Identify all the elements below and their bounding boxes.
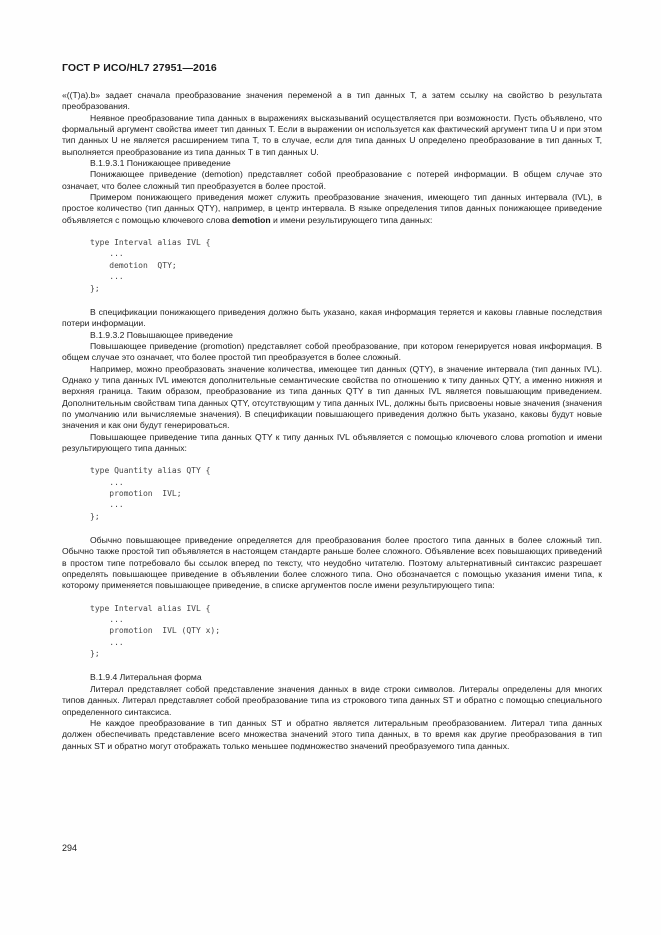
paragraph-text: Примером понижающего приведения может служить преобразование значения, имеющего тип данных интервала (IVL), в простое количество (тип данных QTY), например, в центр интервала. В языке определения типов данных понижающее приведение объявляется с помощью ключевого слова xyxy=(62,192,602,225)
code-line: type Interval alias IVL { xyxy=(90,238,211,248)
code-line: ... xyxy=(90,615,124,625)
code-line: promotion IVL; xyxy=(90,489,182,498)
document-header: ГОСТ Р ИСО/HL7 27951—2016 xyxy=(62,62,217,74)
code-line: }; xyxy=(90,511,100,521)
paragraph-text: и имени результирующего типа данных: xyxy=(270,214,433,225)
section-heading: B.1.9.3.2 Повышающее приведение xyxy=(90,329,233,340)
paragraph: В спецификации понижающего приведения должно быть указано, какая информация теряется и каковы главные последствия потери информации. xyxy=(62,306,602,329)
paragraph: Неявное преобразование типа данных в выражениях высказываний осуществляется при возможности. Пусть объявлено, что формальный аргумент свойства имеет тип данных T. Если в выражении он используется как фактический аргумент типа U и при этом тип данных U не является расширением типа T, то в случае, если для типа данных U определено преобразование в тип данных T, выполняется преобразование из типа данных T в тип данных U. xyxy=(62,112,602,157)
paragraph: Понижающее приведение (demotion) представляет собой преобразование с потерей информации. В общем случае это означает, что более сложный тип преобразуется в более простой. xyxy=(62,169,602,191)
section-heading: B.1.9.4 Литеральная форма xyxy=(90,672,202,683)
code-line: promotion IVL (QTY x); xyxy=(90,626,221,636)
paragraph: Обычно повышающее приведение определяется для преобразования более простого типа данных в более сложный тип. Обычно также простой тип объявляется в настоящем стандарте раньше более сложного. Объявление всех повышающих приведений в простом типе потребовало бы ссылок вперед по тексту, что неудобно читателю. Поэтому альтернативный синтаксис разрешает определять повышающее приведение в объявлении более сложного типа. Оно обозначается с помощью указания имени типа, к которому применяется повышающее приведение, в списке аргументов после имени результирующего типа: xyxy=(62,535,602,591)
paragraph: Не каждое преобразование в тип данных ST и обратно является литеральным преобразованием. Литерал типа данных должен обеспечивать представление всего множества значений этого типа данных, в то время как другие преобразования в тип данных ST и обратно могут отображать только меньшее подмножество значений преобразуемого типа данных. xyxy=(62,717,602,751)
section-heading: B.1.9.3.1 Понижающее приведение xyxy=(90,158,231,169)
code-line: ... xyxy=(90,500,124,510)
code-line: }; xyxy=(90,283,100,293)
code-line: ... xyxy=(90,249,124,259)
paragraph: Например, можно преобразовать значение количества, имеющее тип данных (QTY), в значение интервала (тип данных IVL). Однако у типа данных IVL имеются дополнительные семантические свойства по отношению к типу данных QTY, а именно нижняя и верхняя граница. Таким образом, преобразование из типа данных QTY в тип данных IVL является повышающим приведением. Дополнительным свойствам типа данных QTY, отсутствующим у типа данных IVL, должны быть присвоены новые значения (значения по умолчанию или вычисляемые значения). В спецификации повышающего приведения должно быть указано, каковы будут новые значения и как они будут генерироваться. xyxy=(62,363,602,431)
code-block xyxy=(62,465,602,522)
paragraph: Литерал представляет собой представление значения данных в виде строки символов. Литералы определены для многих типов данных. Литерал представляет собой преобразование типа из строкового типа данных ST и обратно с помощью специального определенного синтаксиса. xyxy=(62,683,602,717)
paragraph: Повышающее приведение (promotion) представляет собой преобразование, при котором генерируется новая информация. В общем случае это означает, что более простой тип преобразуется в более сложный. xyxy=(62,340,602,363)
document-body xyxy=(62,90,602,752)
page-number: 294 xyxy=(62,843,78,853)
code-line: ... xyxy=(90,272,124,282)
code-line: ... xyxy=(90,477,124,487)
paragraph: Повышающее приведение типа данных QTY к типу данных IVL объявляется с помощью ключевого слова promotion и имени результирующего типа данных: xyxy=(62,431,602,453)
code-line: }; xyxy=(90,649,100,659)
code-line: demotion QTY; xyxy=(90,260,177,270)
paragraph xyxy=(62,192,602,226)
code-block xyxy=(62,237,602,294)
code-line: ... xyxy=(90,637,124,647)
paragraph: «((T)a).b» задает сначала преобразование значения переменой a в тип данных T, а затем ссылку на свойство b результата преобразования. xyxy=(62,90,602,112)
keyword: demotion xyxy=(231,214,271,225)
code-block xyxy=(62,603,602,660)
code-line: type Interval alias IVL { xyxy=(90,603,211,613)
code-line: type Quantity alias QTY { xyxy=(90,466,211,476)
